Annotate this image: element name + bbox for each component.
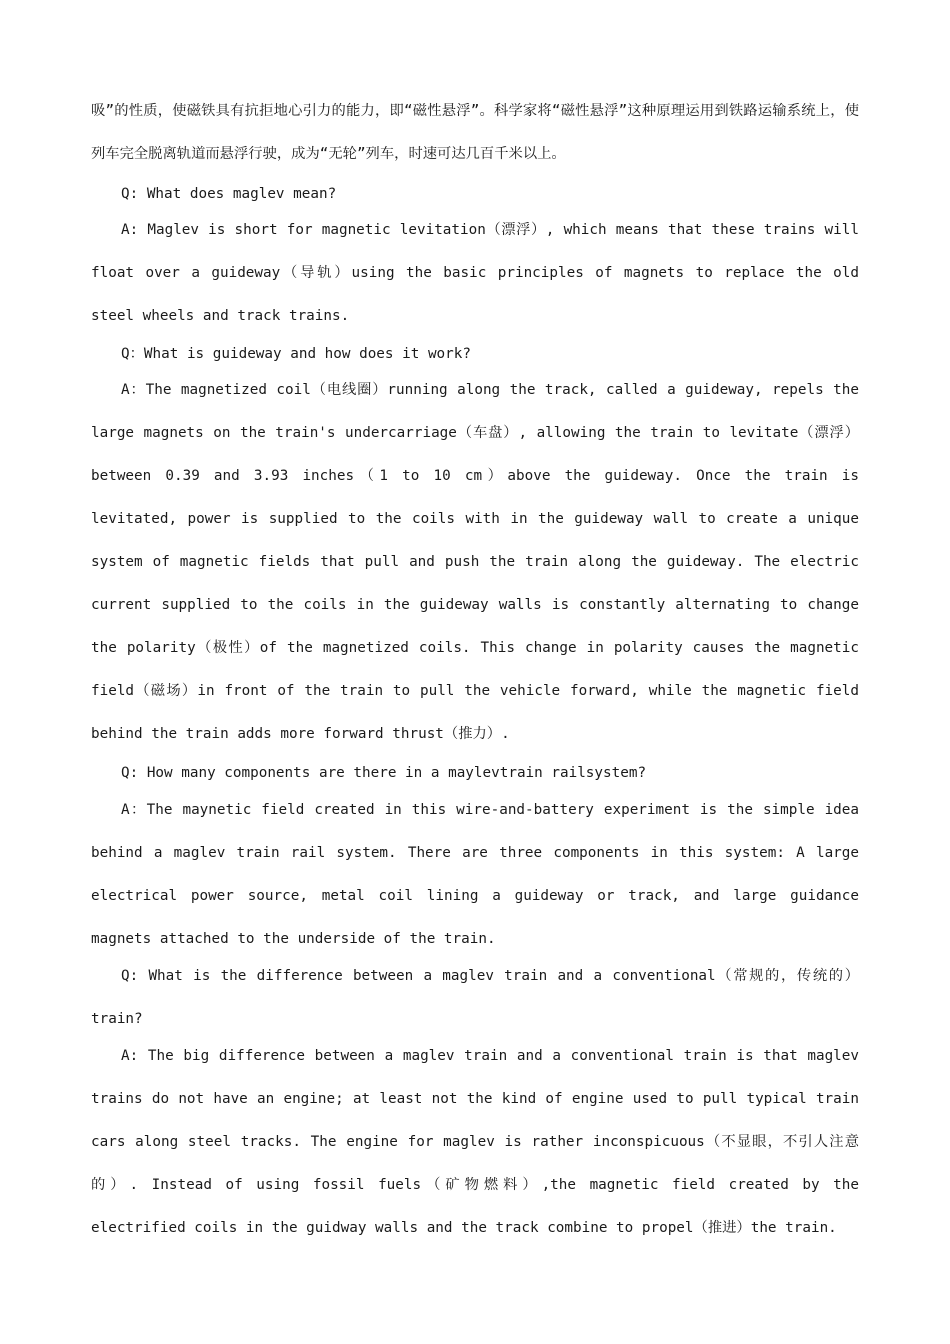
answer-3: A：The maynetic field created in this wire-and-battery experiment is the simple idea behind a maglev train rail system. There are three components in this system: A large electrical power source, metal coil lining a guideway or track, and large guidance magnets attached to the underside of the train. <box>91 802 859 947</box>
question-1: Q: What does maglev mean? <box>121 186 337 202</box>
question-3: Q: How many components are there in a maylevtrain railsystem? <box>121 765 647 781</box>
paragraph-intro-continued: 吸”的性质，使磁铁具有抗拒地心引力的能力，即“磁性悬浮”。科学家将“磁性悬浮”这种原理运用到铁路运输系统上，使列车完全脱离轨道而悬浮行驶，成为“无轮”列车，时速可达几百千米以上。 <box>91 103 859 162</box>
question-4: Q: What is the difference between a maglev train and a conventional（常规的，传统的）train? <box>91 968 859 1027</box>
answer-1: A: Maglev is short for magnetic levitation（漂浮）, which means that these trains will float over a guideway（导轨）using the basic principles of magnets to replace the old steel wheels and track trains. <box>91 222 859 324</box>
question-2: Q：What is guideway and how does it work? <box>121 346 471 362</box>
answer-2: A：The magnetized coil（电线圈）running along the track, called a guideway, repels the large magnets on the train's undercarriage（车盘）, allowing the train to levitate（漂浮）between 0.39 and 3.93 inches（1 to 10 cm）above the guideway. Once the train is levitated, power is supplied to the coils with in the guideway wall to create a unique system of magnetic fields that pull and push the train along the guideway. The electric current supplied to the coils in the guideway walls is constantly alternating to change the polarity（极性）of the magnetized coils. This change in polarity causes the magnetic field（磁场）in front of the train to pull the vehicle forward, while the magnetic field behind the train adds more forward thrust（推力）. <box>91 382 859 742</box>
answer-4: A: The big difference between a maglev train and a conventional train is that maglev trains do not have an engine; at least not the kind of engine used to pull typical train cars along steel tracks. The engine for maglev is rather inconspicuous（不显眼，不引人注意的）. Instead of using fossil fuels（矿物燃料）,the magnetic field created by the electrified coils in the guidway walls and the track combine to propel（推进）the train. <box>91 1048 859 1236</box>
